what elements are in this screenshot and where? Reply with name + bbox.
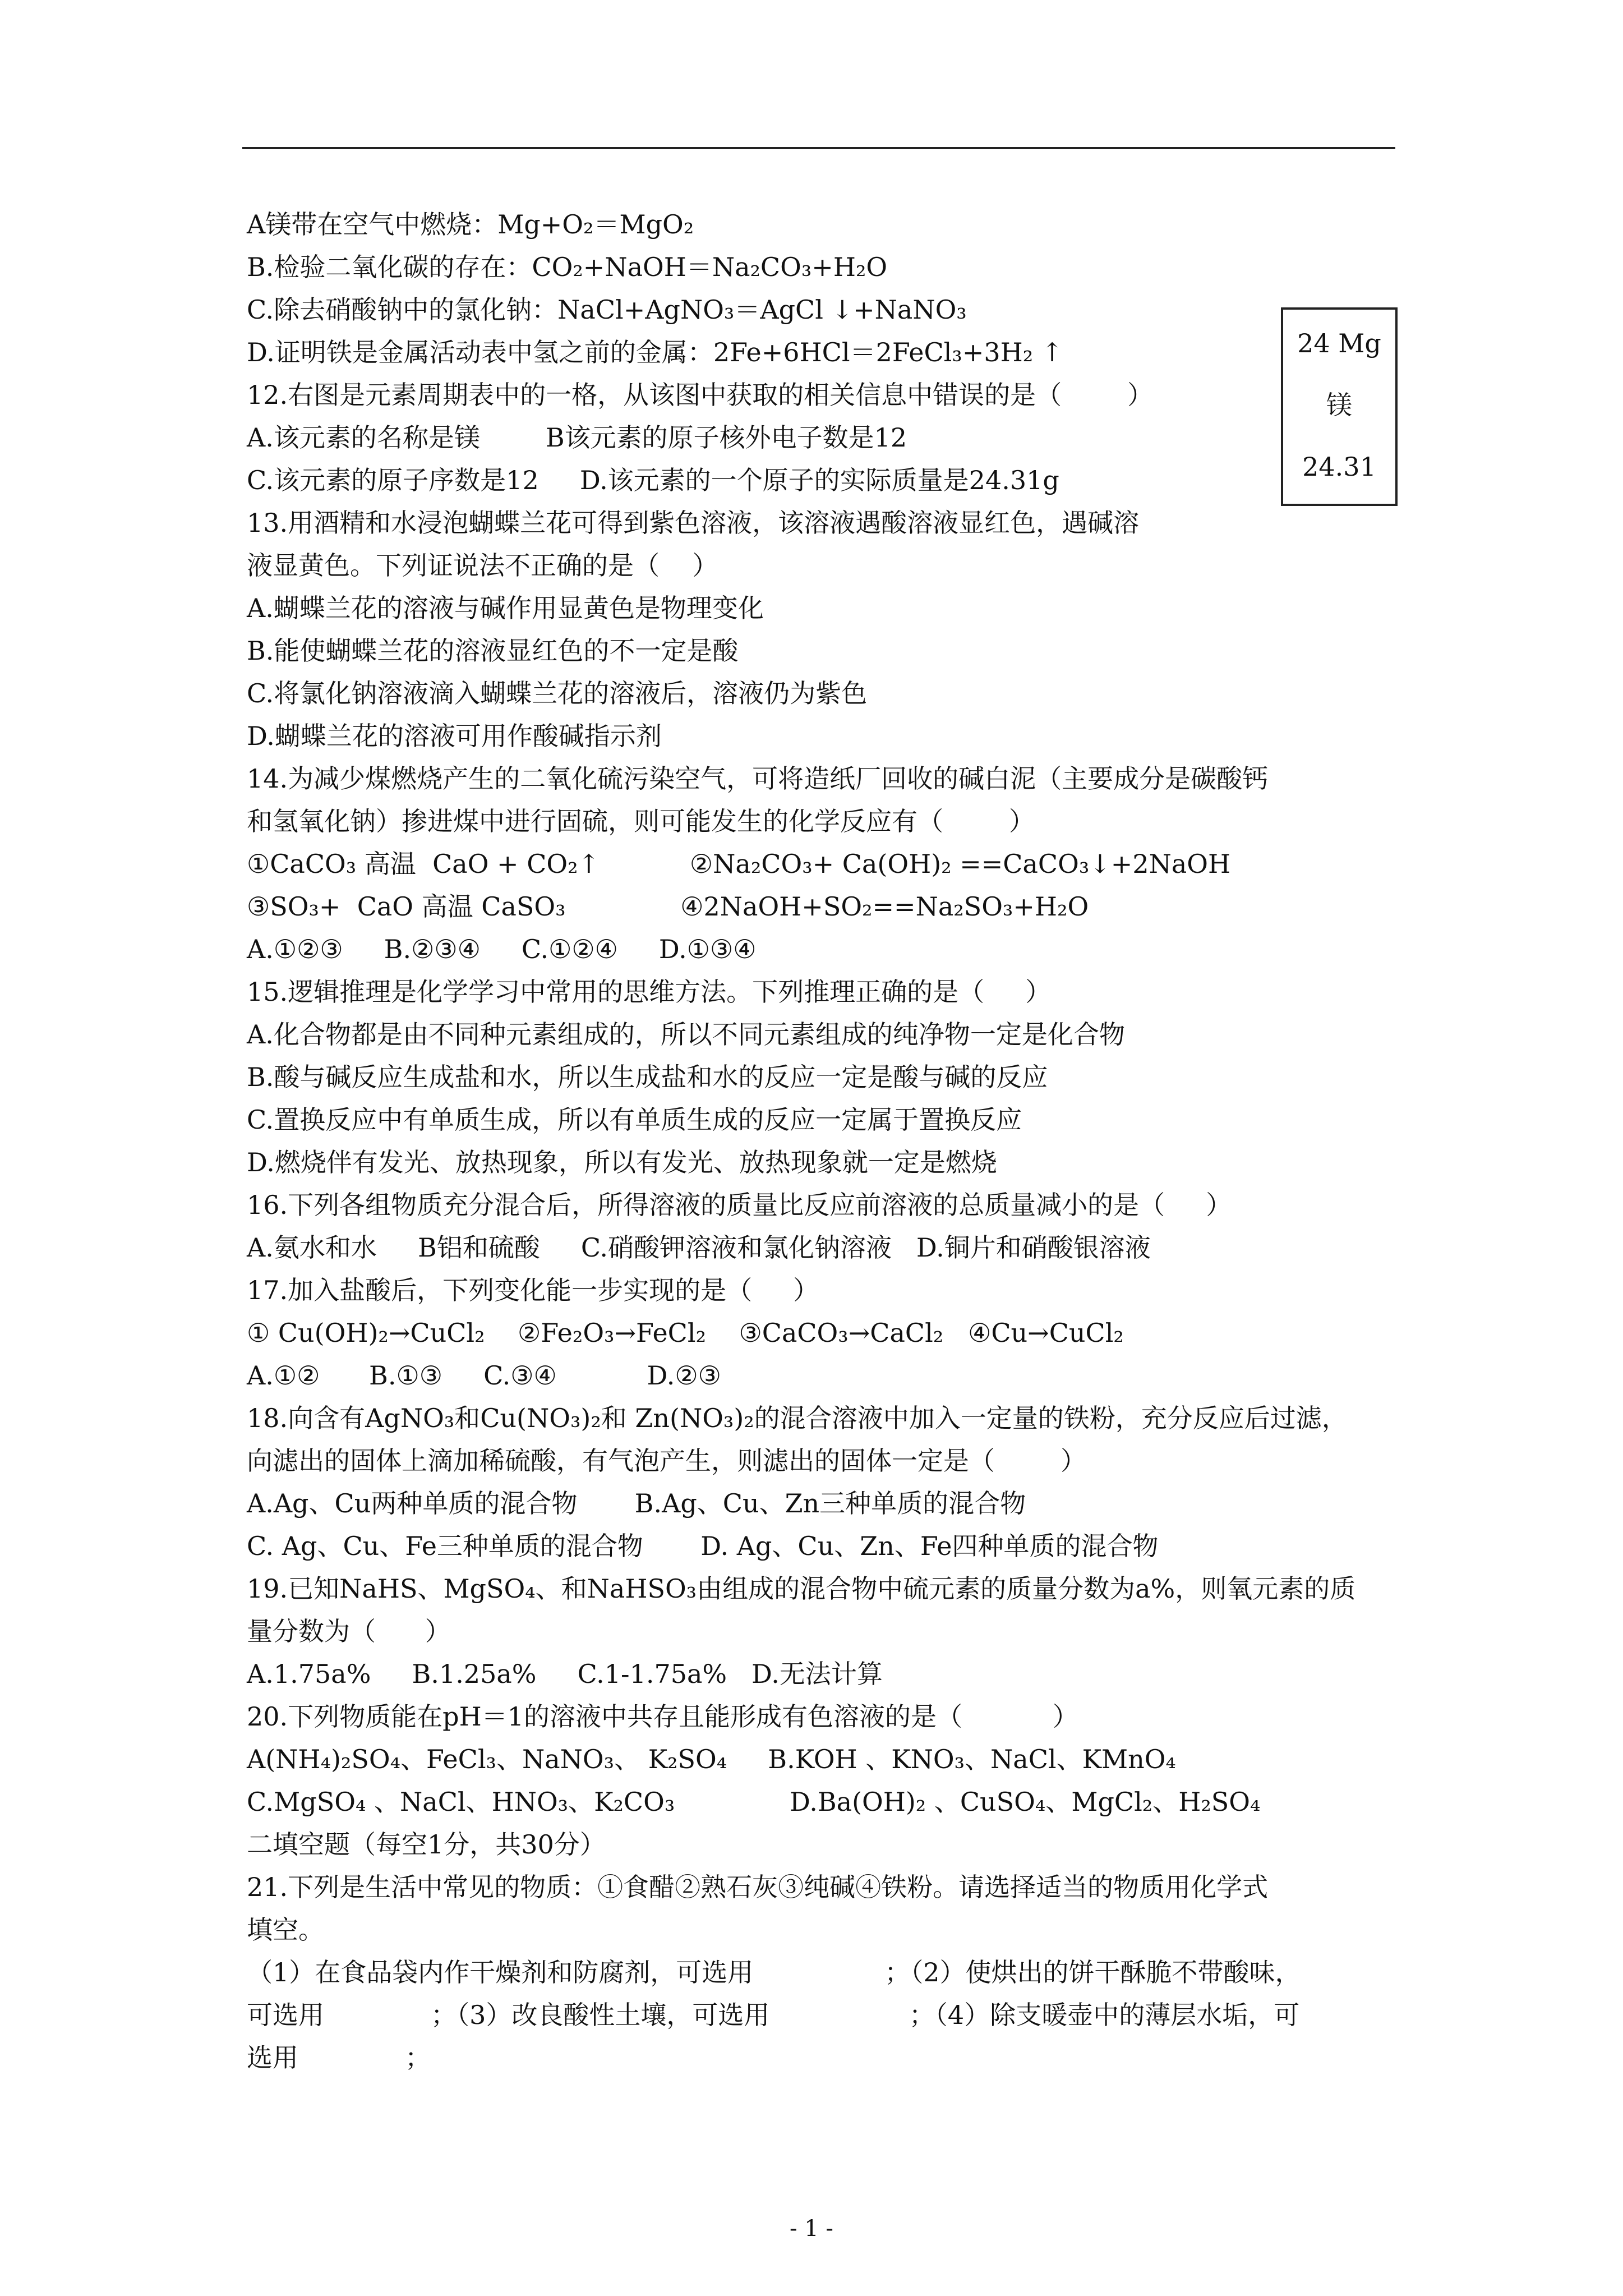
text-line: A.1.75a% B.1.25a% C.1-1.75a% D.无法计算 <box>247 1659 883 1689</box>
text-line: 填空。 <box>247 1915 324 1945</box>
text-line: ① Cu(OH)₂→CuCl₂ ②Fe₂O₃→FeCl₂ ③CaCO₃→CaCl₂ ④Cu→CuCl₂ <box>247 1318 1124 1348</box>
text-line: D.蝴蝶兰花的溶液可用作酸碱指示剂 <box>247 721 662 751</box>
text-line: A镁带在空气中燃烧：Mg+O₂＝MgO₂ <box>247 209 694 240</box>
text-line: C.该元素的原子序数是12 D.该元素的一个原子的实际质量是24.31g <box>247 465 1059 495</box>
question-18: 18.向含有AgNO₃和Cu(NO₃)₂和 Zn(NO₃)₂的混合溶液中加入一定量的铁粉，充分反应后过滤， <box>247 1403 1348 1433</box>
text-line: D.证明铁是金属活动表中氢之前的金属：2Fe+6HCl＝2FeCl₃+3H₂ ↑ <box>247 337 1063 367</box>
section-heading: 二填空题（每空1分，共30分） <box>247 1829 606 1860</box>
text-line: A.Ag、Cu两种单质的混合物 B.Ag、Cu、Zn三种单质的混合物 <box>247 1488 1026 1519</box>
text-line: C.将氯化钠溶液滴入蝴蝶兰花的溶液后，溶液仍为紫色 <box>247 678 868 708</box>
document-body <box>247 203 1402 2079</box>
fill-blank-line: 选用 ； <box>247 2042 431 2073</box>
text-line: 和氢氧化钠）掺进煤中进行固硫，则可能发生的化学反应有（ ） <box>247 806 1035 836</box>
text-line: A.蝴蝶兰花的溶液与碱作用显黄色是物理变化 <box>247 593 764 623</box>
question-17: 17.加入盐酸后，下列变化能一步实现的是（ ） <box>247 1275 819 1305</box>
text-line: A.化合物都是由不同种元素组成的，所以不同元素组成的纯净物一定是化合物 <box>247 1019 1125 1050</box>
element-name: 镁 <box>1326 390 1352 420</box>
text-line: B.检验二氧化碳的存在：CO₂+NaOH＝Na₂CO₃+H₂O <box>247 252 888 282</box>
question-12: 12.右图是元素周期表中的一格，从该图中获取的相关信息中错误的是（ ） <box>247 380 1154 410</box>
equation-line: ①CaCO₃ 高温 CaO + CO₂↑ ②Na₂CO₃+ Ca(OH)₂ ==CaCO₃↓+2NaOH <box>247 849 1231 879</box>
periodic-table-cell <box>1281 307 1398 506</box>
text-line: 向滤出的固体上滴加稀硫酸，有气泡产生，则滤出的固体一定是（ ） <box>247 1446 1086 1476</box>
fill-blank-line: 可选用 ；（3）改良酸性土壤，可选用 ；（4）除支暖壶中的薄层水垢，可 <box>247 2000 1300 2030</box>
text-line: A(NH₄)₂SO₄、FeCl₃、NaNO₃、 K₂SO₄ B.KOH 、KNO₃、NaCl、KMnO₄ <box>247 1744 1176 1774</box>
question-14: 14.为减少煤燃烧产生的二氧化硫污染空气，可将造纸厂回收的碱白泥（主要成分是碳酸钙 <box>247 763 1269 794</box>
text-line: C.除去硝酸钠中的氯化钠：NaCl+AgNO₃＝AgCl ↓+NaNO₃ <box>247 295 967 325</box>
text-line: A.①②③ B.②③④ C.①②④ D.①③④ <box>247 934 757 964</box>
text-line: C.置换反应中有单质生成，所以有单质生成的反应一定属于置换反应 <box>247 1105 1022 1135</box>
text-line: A.该元素的名称是镁 B该元素的原子核外电子数是12 <box>247 422 907 453</box>
element-number-symbol: 24 Mg <box>1297 328 1381 358</box>
text-line: 量分数为（ ） <box>247 1616 451 1646</box>
question-21: 21.下列是生活中常见的物质：①食醋②熟石灰③纯碱④铁粉。请选择适当的物质用化学式 <box>247 1872 1269 1902</box>
page-number: - 1 - <box>790 2216 833 2242</box>
fill-blank-line: （1）在食品袋内作干燥剂和防腐剂，可选用 ；（2）使烘出的饼干酥脆不带酸味， <box>247 1957 1301 1987</box>
header-rule <box>242 147 1395 149</box>
text-line: D.燃烧伴有发光、放热现象，所以有发光、放热现象就一定是燃烧 <box>247 1147 997 1177</box>
question-15: 15.逻辑推理是化学学习中常用的思维方法。下列推理正确的是（ ） <box>247 977 1052 1007</box>
text-line: 液显黄色。下列证说法不正确的是（ ） <box>247 550 718 581</box>
text-line: B.能使蝴蝶兰花的溶液显红色的不一定是酸 <box>247 636 739 666</box>
element-atomic-mass: 24.31 <box>1302 452 1376 482</box>
question-20: 20.下列物质能在pH＝1的溶液中共存且能形成有色溶液的是（ ） <box>247 1701 1078 1732</box>
equation-line: ③SO₃+ CaO 高温 CaSO₃ ④2NaOH+SO₂==Na₂SO₃+H₂O <box>247 891 1089 922</box>
text-line: C.MgSO₄ 、NaCl、HNO₃、K₂CO₃ D.Ba(OH)₂ 、CuSO₄、MgCl₂、H₂SO₄ <box>247 1787 1261 1817</box>
text-line: A.氨水和水 B铝和硫酸 C.硝酸钾溶液和氯化钠溶液 D.铜片和硝酸银溶液 <box>247 1232 1151 1263</box>
question-13: 13.用酒精和水浸泡蝴蝶兰花可得到紫色溶液，该溶液遇酸溶液显红色，遇碱溶 <box>247 508 1140 538</box>
text-line: B.酸与碱反应生成盐和水，所以生成盐和水的反应一定是酸与碱的反应 <box>247 1062 1048 1092</box>
text-line: A.①② B.①③ C.③④ D.②③ <box>247 1360 721 1391</box>
text-line: C. Ag、Cu、Fe三种单质的混合物 D. Ag、Cu、Zn、Fe四种单质的混合物 <box>247 1531 1159 1561</box>
question-19: 19.已知NaHS、MgSO₄、和NaHSO₃由组成的混合物中硫元素的质量分数为a%，则氧元素的质 <box>247 1573 1356 1604</box>
question-16: 16.下列各组物质充分混合后，所得溶液的质量比反应前溶液的总质量减小的是（ ） <box>247 1190 1232 1220</box>
